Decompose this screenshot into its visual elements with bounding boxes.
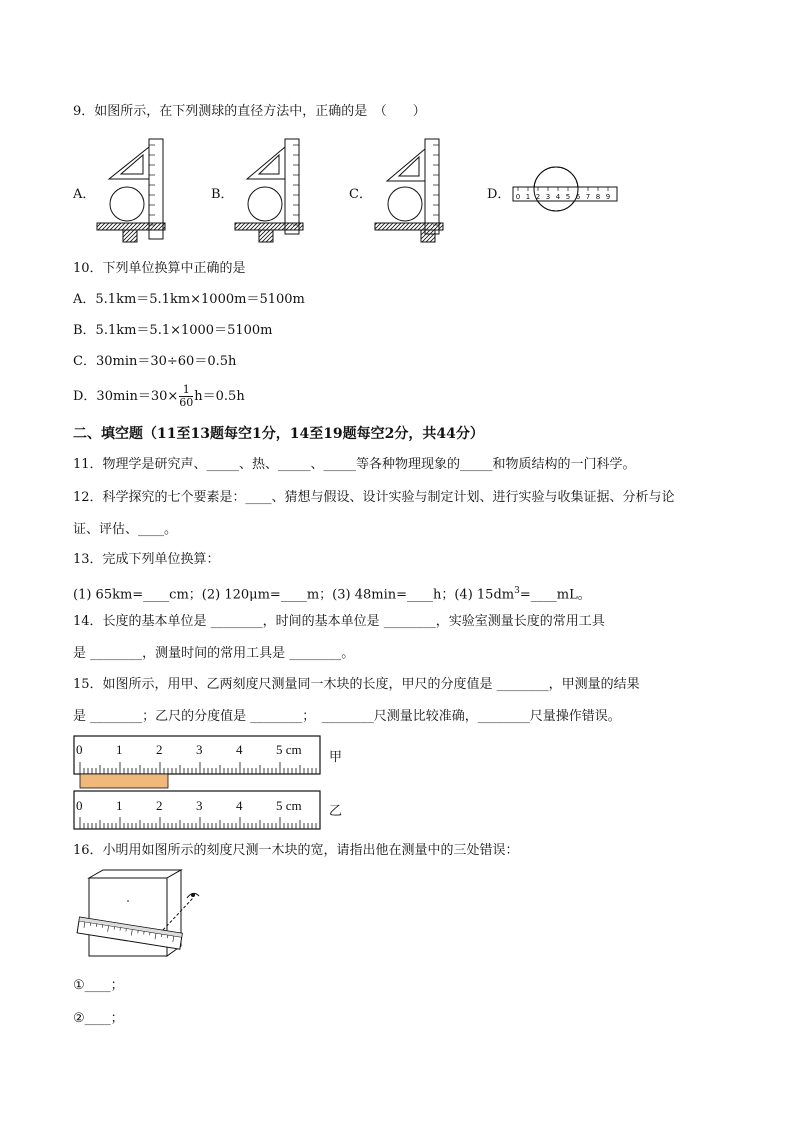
ruler-jia-label-0: 0: [76, 742, 83, 757]
ruler-jia-label-2: 2: [156, 742, 163, 757]
q9-figure-b: [233, 135, 313, 245]
ruler-jia-label-1: 1: [116, 742, 123, 757]
q11-text: 11．物理学是研究声、_____、热、_____、_____等各种物理现象的_____和物质结构的一门科学。: [73, 457, 636, 472]
ruler-d-digit-2: 2: [535, 193, 541, 201]
q9-stem: 9．如图所示，在下列测球的直径方法中，正确的是 （ ）: [73, 104, 426, 119]
q10-d-fraction: [179, 384, 193, 409]
q10-d-numerator: 1: [179, 384, 193, 397]
ruler-yi-label-3: 3: [196, 798, 203, 813]
q10-d-denominator: 60: [179, 396, 194, 409]
ruler-d-digit-9: 9: [605, 193, 611, 201]
ruler-yi-label-4: 4: [236, 798, 243, 813]
ruler-yi-label-0: 0: [76, 798, 83, 813]
q13-conversions-post: =____mL。: [519, 587, 591, 603]
q10-option-a: A．5.1km＝5.1km×1000m＝5100m: [73, 292, 305, 307]
q12-line-1: 12．科学探究的七个要素是：____、猜想与假设、设计实验与制定计划、进行实验与收集证据、分析与论: [73, 490, 675, 505]
ruler-d-digit-7: 7: [585, 193, 591, 201]
q10-stem: 10．下列单位换算中正确的是: [73, 261, 246, 276]
q14-line-1: 14．长度的基本单位是 ________，时间的基本单位是 ________，实验室测量长度的常用工具: [73, 614, 605, 629]
ruler-jia-label-5: 5 cm: [276, 742, 302, 757]
ruler-d-digit-3: 3: [545, 193, 551, 201]
q13-conversions-pre: (1) 65km=____cm；(2) 120μm=____m；(3) 48min=____h；(4) 15dm: [73, 587, 515, 603]
wood-block: [80, 774, 168, 788]
q9-figure-c: [373, 135, 453, 245]
q10-d-prefix: D．30min＝30×: [73, 389, 179, 404]
q16-stem: 16．小明用如图所示的刻度尺测一木块的宽，请指出他在测量中的三处错误：: [73, 843, 519, 858]
ruler-jia-label-4: 4: [236, 742, 243, 757]
ruler-d-digit-4: 4: [555, 193, 561, 201]
q9-option-c-label: C．: [349, 187, 372, 202]
ruler-jia-label-3: 3: [196, 742, 203, 757]
q16-figure: [75, 868, 205, 968]
ruler-d-digit-5: 5: [565, 193, 571, 201]
q15-line-1: 15．如图所示，用甲、乙两刻度尺测量同一木块的长度，甲尺的分度值是 ________，甲测量的结果: [73, 677, 640, 692]
ruler-d-digit-1: 1: [525, 193, 531, 201]
q10-option-b: B．5.1km＝5.1×1000＝5100m: [73, 323, 273, 338]
ruler-d-digit-0: 0: [515, 193, 521, 201]
q13-stem: 13．完成下列单位换算：: [73, 552, 220, 567]
q9-option-b-label: B．: [211, 187, 234, 202]
q9-option-d-label: D．: [487, 187, 511, 202]
q10-option-d: [73, 382, 245, 412]
q13-conversions: [73, 582, 591, 604]
q16-answer-2: ②____；: [73, 1011, 124, 1026]
ruler-d-digit-6: 6: [575, 193, 581, 201]
ruler-jia-name: 甲: [329, 750, 343, 765]
section-2-heading: 二、填空题（11至13题每空1分，14至19题每空2分，共44分）: [73, 426, 484, 442]
ruler-yi-label-1: 1: [116, 798, 123, 813]
ruler-d-digit-8: 8: [595, 193, 601, 201]
q16-answer-1: ①____；: [73, 978, 124, 993]
q15-line-2: 是 ________；乙尺的分度值是 ________； ________尺测量比较准确，________尺量操作错误。: [73, 709, 621, 724]
q10-option-c: C．30min＝30÷60＝0.5h: [73, 354, 237, 369]
q9-figure-d: [510, 165, 620, 215]
q12-line-2: 证、评估、____。: [73, 522, 178, 537]
ruler-yi-name: 乙: [329, 804, 343, 819]
ruler-yi-label-5: 5 cm: [276, 798, 302, 813]
q10-d-suffix: h＝0.5h: [194, 389, 245, 404]
ruler-yi-label-2: 2: [156, 798, 163, 813]
q13-superscript: 3: [514, 586, 520, 596]
q15-rulers-figure: [72, 733, 362, 835]
q14-line-2: 是 ________，测量时间的常用工具是 ________。: [73, 646, 355, 661]
q9-option-a-label: A．: [73, 187, 96, 202]
q9-figure-a: [93, 135, 173, 245]
